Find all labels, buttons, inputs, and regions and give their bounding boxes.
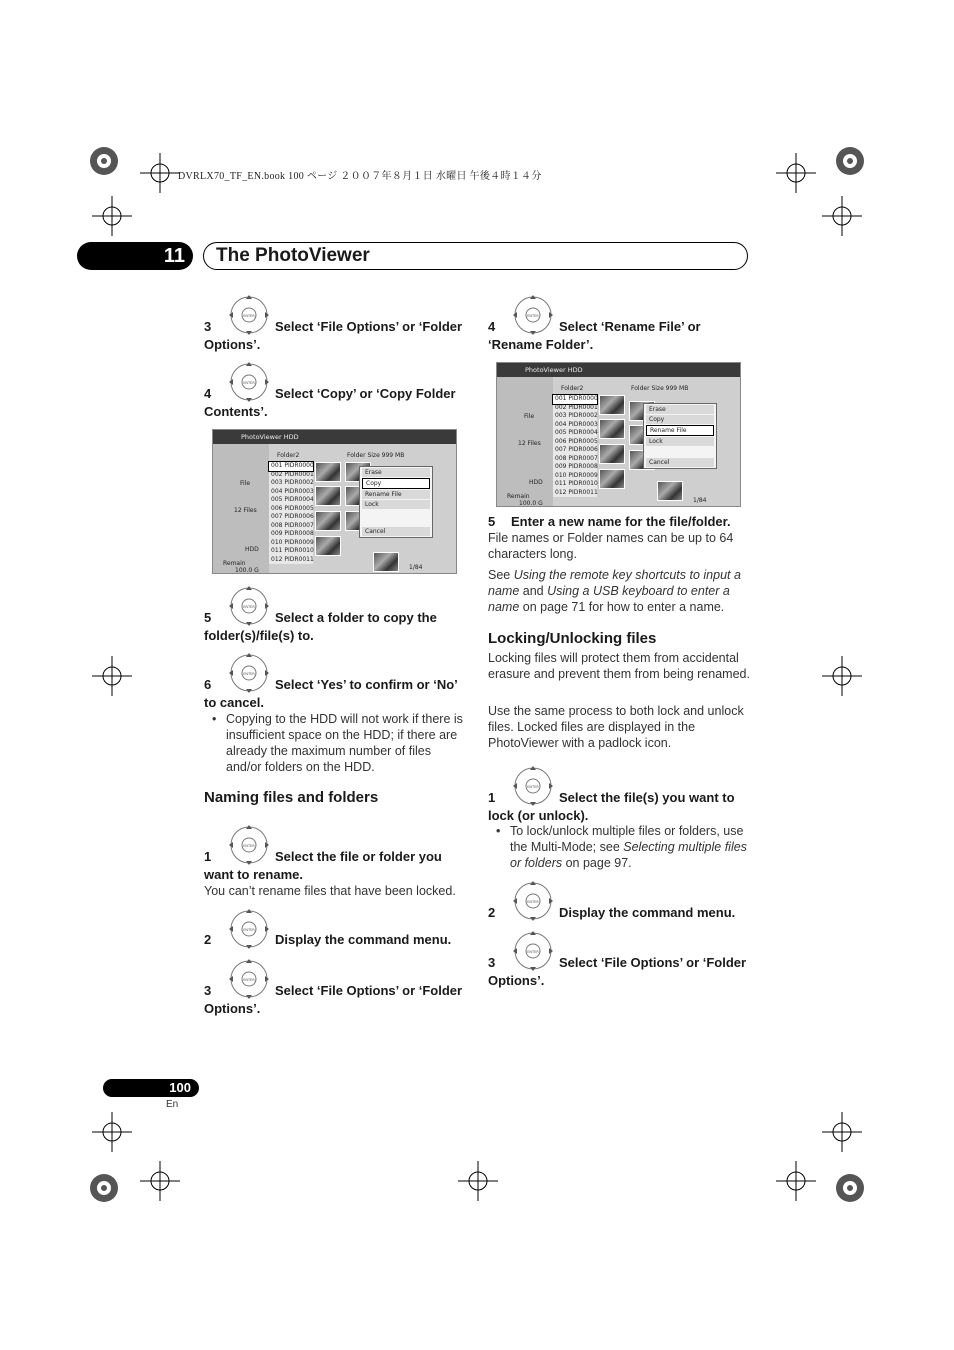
naming-step-1 <box>204 848 469 884</box>
files-count: 12 Files <box>518 440 541 447</box>
locking-bullet: • To lock/unlock multiple files or folders, use the Multi-Mode; see Selecting multiple files or folders on page 97. <box>488 823 752 871</box>
step-number: 1 <box>204 849 212 864</box>
menu-rename-file[interactable]: Rename File <box>362 490 430 499</box>
menu-erase[interactable]: Erase <box>362 468 430 477</box>
registration-mark-icon <box>92 196 132 236</box>
step-3 <box>204 318 469 354</box>
file-row[interactable]: 012 PIDR0011 <box>271 555 314 563</box>
hdd-label: HDD <box>245 546 259 553</box>
file-label: File <box>240 480 251 487</box>
step-number: 3 <box>204 983 212 998</box>
remain-value: 100.0 G <box>235 567 259 574</box>
step-number: 3 <box>488 955 496 970</box>
folder-name: Folder2 <box>561 385 584 392</box>
file-row[interactable]: 010 PIDR0009 <box>271 538 314 546</box>
naming-step-3 <box>204 982 469 1018</box>
chapter-number: 11 <box>77 242 193 270</box>
file-row[interactable]: 007 PIDR0006 <box>271 513 314 520</box>
locking-process: Use the same process to both lock and unlock files. Locked files are displayed in the PhotoViewer with a padlock icon. <box>488 704 744 750</box>
file-row[interactable]: 009 PIDR0008 <box>555 463 598 470</box>
chapter-title: The PhotoViewer <box>203 242 748 270</box>
step-text: Display the command menu. <box>559 905 736 920</box>
file-row[interactable]: 006 PIDR0005 <box>271 504 314 512</box>
remain-value: 100.0 G <box>519 500 543 507</box>
rename-step-5 <box>488 513 753 531</box>
rename-step-5-body: File names or Folder names can be up to 64 characters long. <box>488 531 734 561</box>
step-number: 2 <box>488 905 496 920</box>
menu-copy[interactable]: Copy <box>362 478 430 489</box>
step-text: Select the file(s) you want to lock (or unlock). <box>488 790 735 823</box>
step-number: 4 <box>204 386 212 401</box>
registration-mark-icon <box>92 656 132 696</box>
rename-step-4 <box>488 318 753 354</box>
photoviewer-rename-screen <box>496 362 741 507</box>
screen-title: PhotoViewer HDD <box>213 430 456 444</box>
folder-size: Folder Size 999 MB <box>347 452 405 459</box>
see-reference: See Using the remote key shortcuts to input a name and Using a USB keyboard to enter a name on page 71 for how to enter a name. <box>488 568 741 614</box>
locking-step-2 <box>488 904 753 922</box>
page-number: 100 <box>103 1079 199 1097</box>
step-6 <box>204 676 469 712</box>
screen-left-panel <box>497 377 553 506</box>
step-text: Select ‘File Options’ or ‘Folder Options’. <box>204 983 463 1016</box>
step-5 <box>204 609 469 645</box>
registration-mark-icon <box>140 1161 180 1201</box>
screen-left-panel <box>213 444 269 573</box>
folder-size: Folder Size 999 MB <box>631 385 689 392</box>
file-row[interactable]: 002 PIDR0001 <box>555 403 598 411</box>
registration-mark-icon <box>84 1168 124 1208</box>
file-row[interactable]: 009 PIDR0008 <box>271 530 314 537</box>
step-number: 3 <box>204 319 212 334</box>
folder-name: Folder2 <box>277 452 300 459</box>
step-text: Enter a new name for the file/folder. <box>511 514 731 529</box>
step-number: 5 <box>204 610 212 625</box>
remain-label: Remain <box>223 560 246 567</box>
menu-lock[interactable]: Lock <box>362 500 430 509</box>
step-text: Select ‘Rename File’ or ‘Rename Folder’. <box>488 319 701 352</box>
registration-mark-icon <box>140 153 180 193</box>
file-row[interactable]: 001 PIDR0000 <box>555 395 598 402</box>
command-menu <box>643 403 717 469</box>
registration-mark-icon <box>776 1161 816 1201</box>
file-row[interactable]: 011 PIDR0010 <box>555 480 598 487</box>
file-row[interactable]: 002 PIDR0001 <box>271 470 314 478</box>
file-list <box>269 462 313 564</box>
step-text: Select ‘Copy’ or ‘Copy Folder Contents’. <box>204 386 456 419</box>
step-text: Display the command menu. <box>275 932 452 947</box>
file-list <box>553 395 597 497</box>
menu-copy[interactable]: Copy <box>646 415 714 424</box>
menu-erase[interactable]: Erase <box>646 405 714 414</box>
page-indicator: 1/84 <box>693 497 707 504</box>
menu-lock[interactable]: Lock <box>646 437 714 446</box>
menu-rename-file[interactable]: Rename File <box>646 425 714 436</box>
file-row[interactable]: 011 PIDR0010 <box>271 547 314 554</box>
section-heading-locking: Locking/Unlocking files <box>488 630 657 647</box>
step-text: Select ‘File Options’ or ‘Folder Options’. <box>488 955 747 988</box>
hdd-label: HDD <box>529 479 543 486</box>
file-row[interactable]: 007 PIDR0006 <box>555 446 598 453</box>
file-row[interactable]: 001 PIDR0000 <box>271 462 314 469</box>
file-row[interactable]: 003 PIDR0002 <box>271 479 314 486</box>
command-menu <box>359 466 433 538</box>
file-row[interactable]: 012 PIDR0011 <box>555 488 598 496</box>
file-row[interactable]: 008 PIDR0007 <box>271 521 314 529</box>
step-number: 6 <box>204 677 212 692</box>
registration-mark-icon <box>458 1161 498 1201</box>
screen-title: PhotoViewer HDD <box>497 363 740 377</box>
step-number: 2 <box>204 932 212 947</box>
file-label: File <box>524 413 535 420</box>
step-text: Select ‘Yes’ to confirm or ‘No’ to cancel. <box>204 677 458 710</box>
step-text: Select ‘File Options’ or ‘Folder Options’. <box>204 319 463 352</box>
file-row[interactable]: 004 PIDR0003 <box>271 487 314 495</box>
registration-mark-icon <box>776 153 816 193</box>
menu-cancel[interactable]: Cancel <box>646 458 714 467</box>
naming-step-1-body: You can’t rename files that have been locked. <box>204 884 456 898</box>
registration-mark-icon <box>822 1112 862 1152</box>
step-text: Select a folder to copy the folder(s)/file(s) to. <box>204 610 437 643</box>
section-heading-naming: Naming files and folders <box>204 789 379 806</box>
step-number: 4 <box>488 319 496 334</box>
file-row[interactable]: 003 PIDR0002 <box>555 412 598 419</box>
menu-cancel[interactable]: Cancel <box>362 527 430 536</box>
bullet-note: • Copying to the HDD will not work if there is insufficient space on the HDD; if there are already the maximum number of files and/or folders on the HDD. <box>204 711 468 775</box>
step-text: Select the file or folder you want to rename. <box>204 849 442 882</box>
file-row[interactable]: 010 PIDR0009 <box>555 471 598 479</box>
page-indicator: 1/84 <box>409 564 423 571</box>
registration-mark-icon <box>830 141 870 181</box>
step-number: 5 <box>488 514 496 529</box>
file-row[interactable]: 005 PIDR0004 <box>271 496 314 503</box>
naming-step-2 <box>204 931 469 949</box>
registration-mark-icon <box>822 196 862 236</box>
step-4 <box>204 385 469 421</box>
registration-mark-icon <box>84 141 124 181</box>
file-row[interactable]: 005 PIDR0004 <box>555 429 598 436</box>
file-row[interactable]: 008 PIDR0007 <box>555 454 598 462</box>
files-count: 12 Files <box>234 507 257 514</box>
locking-step-3 <box>488 954 753 990</box>
step-number: 1 <box>488 790 496 805</box>
remain-label: Remain <box>507 493 530 500</box>
photoviewer-copy-screen <box>212 429 457 574</box>
registration-mark-icon <box>92 1112 132 1152</box>
file-row[interactable]: 006 PIDR0005 <box>555 437 598 445</box>
page-language: En <box>166 1099 179 1110</box>
registration-mark-icon <box>822 656 862 696</box>
locking-intro: Locking files will protect them from accidental erasure and prevent them from being renamed. <box>488 651 750 681</box>
file-row[interactable]: 004 PIDR0003 <box>555 420 598 428</box>
registration-mark-icon <box>830 1168 870 1208</box>
print-header: DVRLX70_TF_EN.book 100 ページ ２００７年８月１日 水曜日 午後４時１４分 <box>178 171 542 182</box>
locking-step-1 <box>488 789 753 825</box>
